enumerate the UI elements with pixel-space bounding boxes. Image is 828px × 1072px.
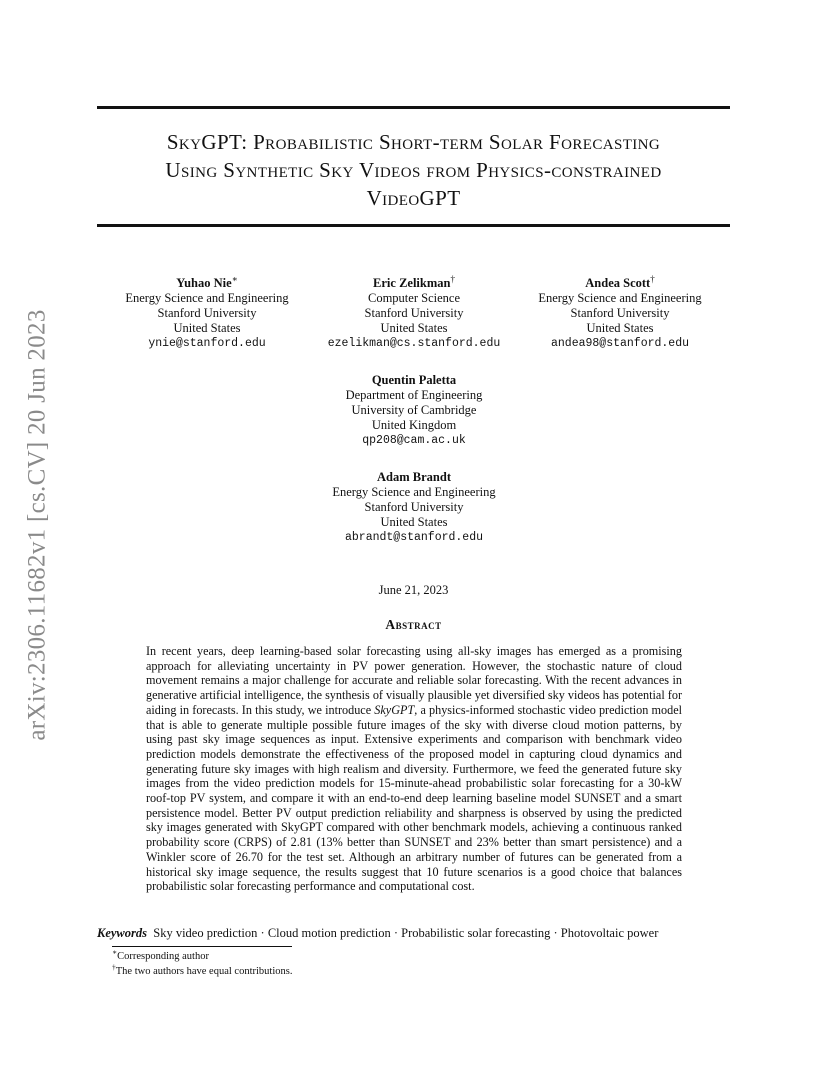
author-country: United Kingdom bbox=[371, 418, 457, 432]
keywords bbox=[97, 926, 737, 941]
author-institution: Stanford University bbox=[364, 306, 464, 320]
author-footnote-mark: † bbox=[650, 273, 655, 284]
author-block-2 bbox=[304, 273, 524, 351]
title-top-rule bbox=[97, 106, 730, 109]
author-email[interactable]: qp208@cam.ac.uk bbox=[362, 434, 466, 447]
author-block-3 bbox=[510, 273, 730, 351]
abstract-body bbox=[146, 644, 682, 894]
author-affiliation: Energy Science and Engineering bbox=[538, 291, 702, 305]
author-country: United States bbox=[586, 321, 654, 335]
author-affiliation: Energy Science and Engineering bbox=[125, 291, 289, 305]
paper-title-line-2: Using Synthetic Sky Videos from Physics-constrained bbox=[165, 158, 662, 182]
author-block-4 bbox=[304, 373, 524, 448]
footnote-text: Corresponding author bbox=[117, 951, 209, 962]
author-email[interactable]: ynie@stanford.edu bbox=[148, 337, 266, 350]
abstract-text-part-1: In recent years, deep learning-based solar forecasting using all-sky images has emerged as a promising approach for alleviating uncertainty in PV power generation. However, the stochastic nature of cloud movement remains a major challenge for accurate and reliable solar forecasting. With the recent advances in generative artificial intelligence, the synthesis of visually plausible yet diversified sky videos has potential for aiding in forecasts. In this study, we introduce bbox=[146, 644, 682, 717]
author-name: Andea Scott bbox=[585, 276, 651, 290]
abstract-text-part-2: , a physics-informed stochastic video prediction model that is able to generate multiple possible future images of the sky with diverse cloud motion patterns, by using past sky image sequences as input. Extensive experiments and comparison with benchmark video prediction models demonstrate the effectiveness of the proposed model in capturing cloud dynamics and generating future sky images with high realism and diversity. Furthermore, we feed the generated future sky images from the video prediction models for 15-minute-ahead probabilistic solar forecasting for a 30-kW roof-top PV system, and compare it with an end-to-end deep learning baseline model SUNSET and a smart persistence model. Better PV output prediction reliability and sharpness is observed by using the predicted sky images generated with SkyGPT compared with other benchmark models, achieving a continuous ranked probability score (CRPS) of 2.81 (13% better than SUNSET and 23% better than smart persistence) and a Winkler score of 26.70 for the test set. Although an arbitrary number of futures can be generated from a historical sky image sequence, the results suggest that 10 future scenarios is a good choice that balances probabilistic solar forecasting performance and computational cost. bbox=[146, 702, 682, 894]
keywords-text: Sky video prediction · Cloud motion prediction · Probabilistic solar forecasting · Photovoltaic power bbox=[153, 926, 659, 940]
author-footnote-mark: † bbox=[450, 273, 455, 284]
footnote-mark: † bbox=[112, 962, 116, 972]
author-affiliation: Computer Science bbox=[368, 291, 460, 305]
author-institution: Stanford University bbox=[570, 306, 670, 320]
abstract-model-name: SkyGPT bbox=[374, 702, 415, 717]
author-institution: University of Cambridge bbox=[351, 403, 477, 417]
footnote-rule bbox=[112, 946, 292, 947]
author-country: United States bbox=[380, 321, 448, 335]
paper-title bbox=[97, 128, 730, 212]
author-name: Adam Brandt bbox=[377, 470, 451, 484]
author-country: United States bbox=[380, 515, 448, 529]
author-name: Eric Zelikman bbox=[373, 276, 451, 290]
publication-date: June 21, 2023 bbox=[378, 583, 449, 597]
author-email[interactable]: ezelikman@cs.stanford.edu bbox=[327, 337, 501, 350]
keywords-label: Keywords bbox=[97, 926, 147, 940]
author-affiliation: Department of Engineering bbox=[345, 388, 483, 402]
author-block-1 bbox=[97, 273, 317, 351]
footnote-text: The two authors have equal contributions. bbox=[115, 966, 293, 977]
abstract-heading: Abstract bbox=[385, 617, 442, 632]
author-country: United States bbox=[173, 321, 241, 335]
footnote-1 bbox=[112, 947, 209, 963]
paper-title-line-1: SkyGPT: Probabilistic Short-term Solar Forecasting bbox=[166, 130, 661, 154]
arxiv-identifier-text: arXiv:2306.11682v1 [cs.CV] 20 Jun 2023 bbox=[24, 309, 51, 741]
author-name: Quentin Paletta bbox=[371, 373, 457, 387]
arxiv-identifier bbox=[8, 290, 68, 760]
footnote-2 bbox=[112, 962, 293, 978]
author-institution: Stanford University bbox=[157, 306, 257, 320]
paper-title-line-3: VideoGPT bbox=[366, 186, 461, 210]
author-email[interactable]: andea98@stanford.edu bbox=[550, 337, 690, 350]
author-footnote-mark: ∗ bbox=[231, 273, 238, 284]
author-name: Yuhao Nie bbox=[176, 276, 232, 290]
title-bottom-rule bbox=[97, 224, 730, 227]
author-affiliation: Energy Science and Engineering bbox=[332, 485, 496, 499]
footnote-mark: ∗ bbox=[112, 947, 118, 957]
author-institution: Stanford University bbox=[364, 500, 464, 514]
author-block-5 bbox=[304, 470, 524, 545]
author-email[interactable]: abrandt@stanford.edu bbox=[344, 531, 484, 544]
